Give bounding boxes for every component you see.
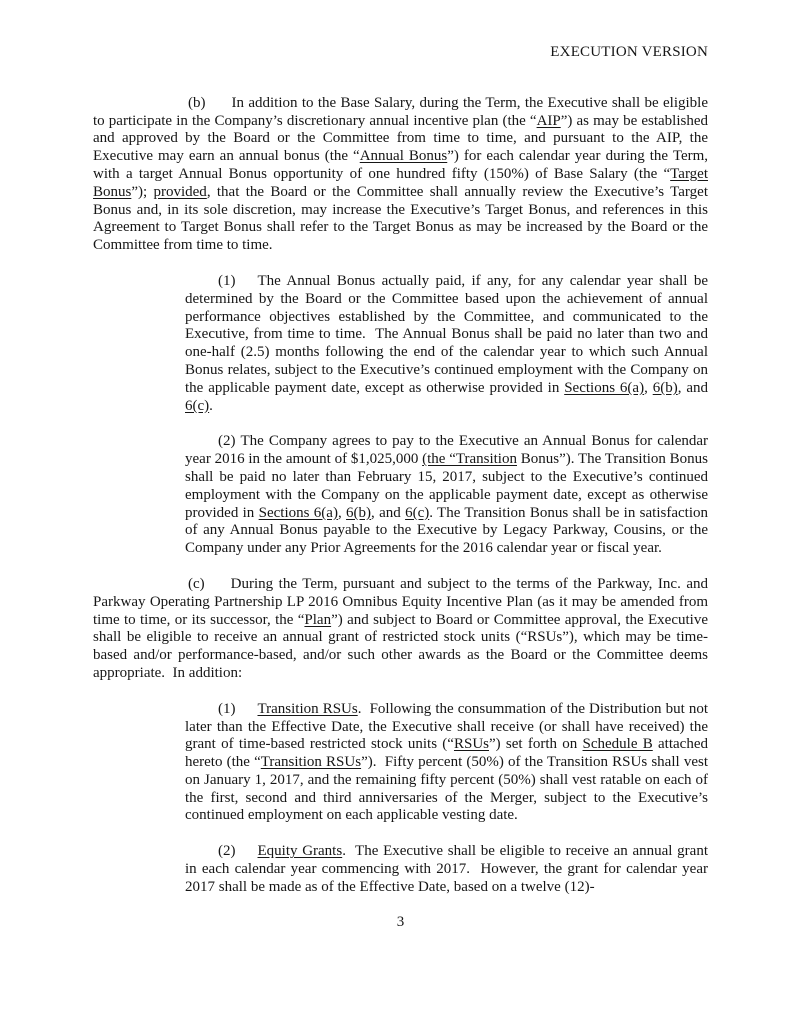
- clause-b-sub-2: [185, 433, 708, 558]
- execution-version-label: EXECUTION VERSION: [550, 44, 708, 60]
- clause-c2-text: Equity Grants. The Executive shall be eligible to receive an annual grant in each calendar year commencing with 2017. However, the grant for calendar year 2017 shall be made as of the Effective Date, based on a twelve (12)-: [185, 843, 708, 895]
- tab-spacer: [205, 587, 231, 588]
- tab-spacer: [206, 106, 232, 107]
- clause-b-sub-1: [185, 273, 708, 415]
- clause-b-marker: (b): [188, 94, 206, 111]
- clause-c-text: During the Term, pursuant and subject to the terms of the Parkway, Inc. and Parkway Operating Partnership LP 2016 Omnibus Equity Incentive Plan (as it may be amended from time to time, or its successor, the “Plan”) and subject to Board or Committee approval, the Executive shall be eligible to receive an annual grant of restricted stock units (“RSUs”), which may be time-based and/or performance-based, and/or such other awards as the Board or the Committee deems appropriate. In addition:: [93, 575, 708, 681]
- clause-c1-text: Transition RSUs. Following the consummation of the Distribution but not later than the Effective Date, the Executive shall receive (or shall have received) the grant of time-based restricted stock units (“RSUs”) set forth on Schedule B attached hereto (the “Transition RSUs”). Fifty percent (50%) of the Transition RSUs shall vest on January 1, 2017, and the remaining fifty percent (50%) shall vest ratable on each of the first, second and third anniversaries of the Merger, subject to the Executive’s continued employment on each applicable vesting date.: [185, 700, 709, 824]
- tab-spacer: [236, 712, 258, 713]
- clause-c-sub-1: [185, 701, 708, 826]
- clause-c: [93, 576, 708, 683]
- clause-c-marker: (c): [188, 575, 205, 592]
- page-number: 3: [396, 913, 405, 930]
- clause-b1-text: The Annual Bonus actually paid, if any, for any calendar year shall be determined by the Board or the Committee based upon the achievement of annual performance objectives established by the Committee, and communicated to the Executive, from time to time. The Annual Bonus shall be paid no later than two and one-half (2.5) months following the end of the calendar year to which such Annual Bonus relates, subject to the Executive’s continued employment with the Company on the applicable payment date, except as otherwise provided in Sections 6(a), 6(b), and 6(c).: [185, 272, 708, 414]
- clause-b2-marker: (2): [218, 433, 236, 450]
- clause-b-text: In addition to the Base Salary, during the Term, the Executive shall be eligible to participate in the Company’s discretionary annual incentive plan (the “AIP”) as may be established and approved by the Board or the Committee from time to time, and pursuant to the AIP, the Executive may earn an annual bonus (the “Annual Bonus”) for each calendar year during the Term, with a target Annual Bonus opportunity of one hundred fifty (150%) of Base Salary (the “Target Bonus”); provided, that the Board or the Committee shall annually review the Executive’s Target Bonus and, in its sole discretion, may increase the Executive’s Target Bonus, and references in this Agreement to Target Bonus shall refer to the Target Bonus as may be increased by the Board or the Committee from time to time.: [93, 94, 709, 254]
- clause-c2-marker: (2): [218, 843, 236, 860]
- clause-b1-marker: (1): [218, 272, 236, 289]
- clause-b2-text: The Company agrees to pay to the Executive an Annual Bonus for calendar year 2016 in the amount of $1,025,000 (the “Transition Bonus”). The Transition Bonus shall be paid no later than February 15, 2017, subject to the Executive’s continued employment with the Company on the applicable payment date, except as otherwise provided in Sections 6(a), 6(b), and 6(c). The Transition Bonus shall be in satisfaction of any Annual Bonus payable to the Executive by Legacy Parkway, Cousins, or the Company under any Prior Agreements for the 2016 calendar year or fiscal year.: [185, 433, 709, 557]
- tab-spacer: [236, 854, 258, 855]
- tab-spacer: [236, 284, 258, 285]
- clause-b: [93, 95, 708, 255]
- clause-c-sub-2: [185, 843, 708, 896]
- clause-c1-marker: (1): [218, 700, 236, 717]
